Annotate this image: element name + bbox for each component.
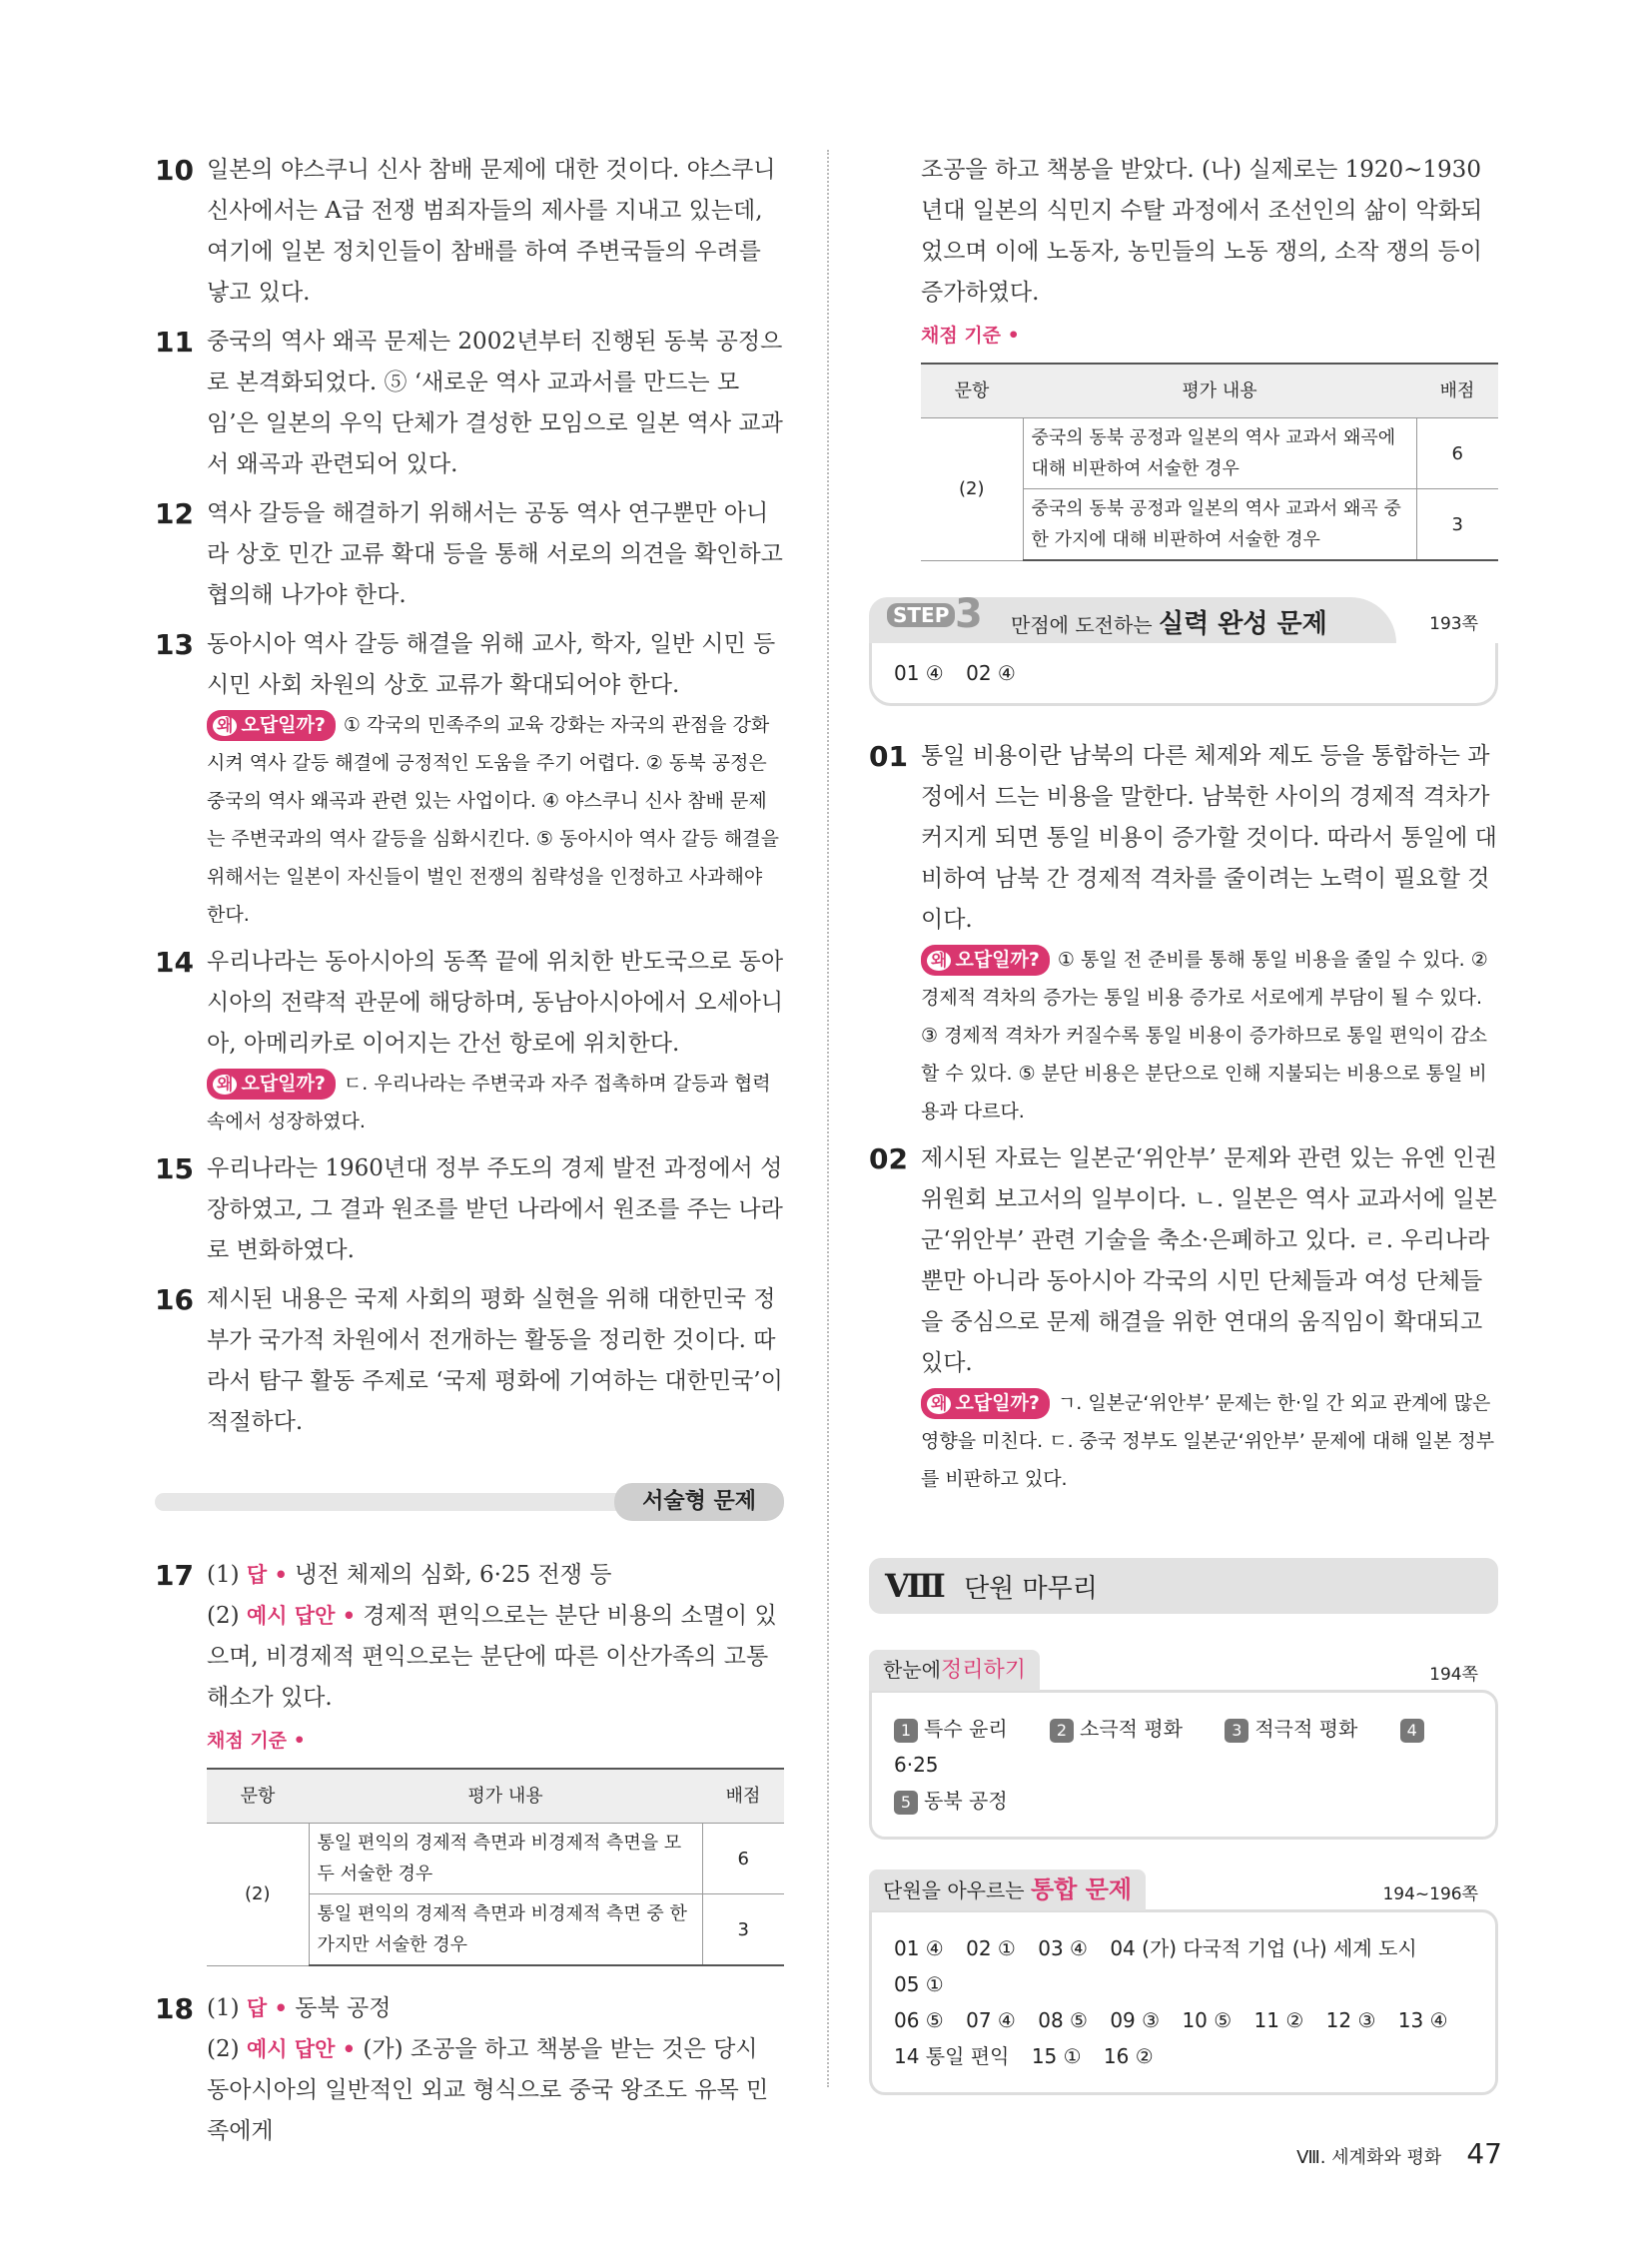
answer-label: 답 • bbox=[246, 1996, 288, 2020]
number-badge: 2 bbox=[1050, 1719, 1074, 1743]
item-cell: (2) bbox=[207, 1824, 309, 1966]
summary-box bbox=[869, 1650, 1498, 1840]
wrong-answer-note bbox=[921, 1384, 1498, 1498]
part-prefix: (2) bbox=[207, 1603, 240, 1629]
why-wrong-badge bbox=[921, 1388, 1050, 1419]
answer-text: 냉전 체제의 심화, 6·25 전쟁 등 bbox=[295, 1562, 612, 1588]
why-wrong-badge bbox=[921, 945, 1050, 976]
summary-body bbox=[869, 1690, 1498, 1840]
answer-item: 08 ⑤ bbox=[1038, 2008, 1088, 2032]
number-badge: 3 bbox=[1225, 1719, 1248, 1743]
answer-item: 01 ④ bbox=[894, 661, 944, 685]
keyword-item bbox=[1225, 1717, 1357, 1741]
step-subtitle: 만점에 도전하는 bbox=[1011, 613, 1153, 637]
answer-item: 10 ⑤ bbox=[1182, 2008, 1233, 2032]
answer-item: 04 (가) 다국적 기업 (나) 세계 도시 bbox=[1110, 1936, 1417, 1960]
question-number: 13 bbox=[155, 628, 194, 661]
answer-item: 01 ④ bbox=[894, 1936, 944, 1960]
answer-item: 07 ④ bbox=[966, 2008, 1016, 2032]
tab-highlight: 정리하기 bbox=[940, 1658, 1026, 1683]
wrong-answer-note bbox=[207, 1065, 784, 1140]
question-13 bbox=[155, 624, 784, 934]
why-text: ① 통일 전 준비를 통해 통일 비용을 줄일 수 있다. ② 경제적 격차의 증가는 통일 비용 증가로 서로에게 부담이 될 수 있다. ③ 경제적 격차가 커질수록 통일 비용이 증가하므로 통일 편익이 감소할 수 있다. ⑤ 분단 비용은 분단으로 인해 지불되는 비용으로 통일 비용과 다르다. bbox=[921, 949, 1488, 1122]
tab-prefix: 단원을 아우르는 bbox=[883, 1878, 1025, 1902]
keyword-text: 6·25 bbox=[894, 1753, 939, 1777]
answer-text: 조공을 하고 책봉을 받았다. (나) 실제로는 1920~1930년대 일본의 식민지 수탈 과정에서 조선인의 삶이 악화되었으며 이에 노동자, 농민들의 노동 쟁의, 소작 쟁의 등이 증가하였다. bbox=[921, 157, 1483, 306]
why-wrong-badge bbox=[207, 1069, 336, 1100]
why-char: 왜 bbox=[213, 716, 237, 736]
question-text: 역사 갈등을 해결하기 위해서는 공동 역사 연구뿐만 아니라 상호 민간 교류 확대 등을 통해 서로의 의견을 확인하고 협의해 나가야 한다. bbox=[207, 500, 783, 608]
content-cell: 통일 편익의 경제적 측면과 비경제적 측면 중 한 가지만 서술한 경우 bbox=[309, 1894, 702, 1966]
why-label: 오답일까? bbox=[241, 1073, 326, 1095]
question-text: 우리나라는 1960년대 정부 주도의 경제 발전 과정에서 성장하였고, 그 결과 원조를 받던 나라에서 원조를 주는 나라로 변화하였다. bbox=[207, 1155, 783, 1263]
question-16 bbox=[155, 1279, 784, 1443]
table-row bbox=[207, 1824, 784, 1894]
question-number: 18 bbox=[155, 1992, 194, 2025]
why-label: 오답일까? bbox=[955, 1392, 1040, 1414]
answer-item: 16 ② bbox=[1103, 2044, 1154, 2068]
answer-part-1 bbox=[207, 1988, 784, 2029]
question-02 bbox=[869, 1138, 1498, 1498]
question-01 bbox=[869, 736, 1498, 1130]
answer-part-2 bbox=[207, 2029, 784, 2152]
question-text: 중국의 역사 왜곡 문제는 2002년부터 진행된 동북 공정으로 본격화되었다. ⑤ ‘새로운 역사 교과서를 만드는 모임’은 일본의 우익 단체가 결성한 모임으로 일본 역사 교과서 왜곡과 관련되어 있다. bbox=[207, 329, 783, 477]
page-number: 47 bbox=[1466, 2137, 1502, 2170]
question-number: 10 bbox=[155, 154, 194, 187]
wrong-answer-note bbox=[207, 706, 784, 934]
why-char: 왜 bbox=[927, 951, 951, 971]
why-char: 왜 bbox=[213, 1075, 237, 1095]
answer-text: 경제적 편익으로는 분단 비용의 소멸이 있으며, 비경제적 편익으로는 분단에 따른 이산가족의 고통 해소가 있다. bbox=[207, 1603, 777, 1711]
question-11 bbox=[155, 322, 784, 485]
step-number: 3 bbox=[955, 591, 983, 637]
criteria-label: 채점 기준 • bbox=[921, 325, 1020, 347]
answer-part-2 bbox=[207, 1596, 784, 1719]
page-reference: 193쪽 bbox=[1429, 614, 1478, 634]
question-number: 12 bbox=[155, 497, 194, 530]
why-text: ① 각국의 민족주의 교육 강화는 자국의 관점을 강화시켜 역사 갈등 해결에 긍정적인 도움을 주기 어렵다. ② 동북 공정은 중국의 역사 왜곡과 관련 있는 사업이다. ④ 야스쿠니 신사 참배 문제는 주변국과의 역사 갈등을 심화시킨다. ⑤ 동아시아 역사 갈등 해결을 위해서는 일본이 자신들이 벌인 전쟁의 침략성을 인정하고 사과해야 한다. bbox=[207, 714, 779, 926]
question-12 bbox=[155, 493, 784, 616]
keyword-text: 동북 공정 bbox=[924, 1789, 1008, 1813]
header-score: 배점 bbox=[1416, 364, 1498, 418]
step-title-main: 실력 완성 문제 bbox=[1158, 609, 1327, 639]
question-text: 제시된 내용은 국제 사회의 평화 실현을 위해 대한민국 정부가 국가적 차원에서 전개하는 활동을 정리한 것이다. 따라서 탐구 활동 주제로 ‘국제 평화에 기여하는 대한민국’이 적절하다. bbox=[207, 1286, 783, 1435]
criteria-label: 채점 기준 • bbox=[207, 1730, 306, 1752]
why-wrong-badge bbox=[207, 710, 336, 741]
unit-roman-numeral: Ⅷ bbox=[885, 1567, 946, 1605]
page-footer bbox=[1296, 2137, 1502, 2170]
step-title bbox=[1011, 603, 1327, 640]
question-number: 11 bbox=[155, 326, 194, 359]
question-17 bbox=[155, 1555, 784, 1966]
answer-box bbox=[869, 643, 1498, 706]
answer-text: 동북 공정 bbox=[295, 1995, 392, 2021]
integrated-tab bbox=[869, 1869, 1146, 1910]
integrated-header bbox=[869, 1869, 1498, 1909]
sample-answer-label: 예시 답안 • bbox=[246, 2037, 357, 2061]
question-text: 제시된 자료는 일본군‘위안부’ 문제와 관련 있는 유엔 인권 위원회 보고서의 일부이다. ㄴ. 일본은 역사 교과서에 일본군‘위안부’ 관련 기술을 축소·은폐하고 있다. ㄹ. 우리나라뿐만 아니라 동아시아 각국의 시민 단체들과 여성 단체들을 중심으로 문제 해결을 위한 연대의 움직임이 확대되고 있다. bbox=[921, 1145, 1497, 1376]
keyword-item bbox=[894, 1717, 1008, 1741]
scoring-table bbox=[921, 363, 1498, 561]
wrong-answer-note bbox=[921, 941, 1498, 1130]
answer-row bbox=[894, 2038, 1473, 2074]
table-header-row bbox=[207, 1769, 784, 1824]
answer-item: 05 ① bbox=[894, 1972, 944, 1996]
tab-highlight: 통합 문제 bbox=[1030, 1875, 1133, 1903]
answer-item: 02 ④ bbox=[966, 661, 1016, 685]
page-reference: 194~196쪽 bbox=[1382, 1884, 1478, 1904]
answer-item: 06 ⑤ bbox=[894, 2008, 944, 2032]
question-text: 통일 비용이란 남북의 다른 체제와 제도 등을 통합하는 과정에서 드는 비용을 말한다. 남북한 사이의 경제적 격차가 커지게 되면 통일 비용이 증가할 것이다. 따라서 통일에 대비하여 남북 간 경제적 격차를 줄이려는 노력이 필요할 것이다. bbox=[921, 743, 1497, 933]
section-title: 서술형 문제 bbox=[614, 1483, 784, 1521]
score-cell: 6 bbox=[1416, 418, 1498, 489]
content-cell: 통일 편익의 경제적 측면과 비경제적 측면을 모두 서술한 경우 bbox=[309, 1824, 702, 1894]
answer-text: (가) 조공을 하고 책봉을 받는 것은 당시 동아시아의 일반적인 외교 형식으로 중국 왕조도 유목 민족에게 bbox=[207, 2036, 769, 2144]
answer-item: 15 ① bbox=[1031, 2044, 1082, 2068]
tab-prefix: 한눈에 bbox=[883, 1658, 941, 1682]
answer-item: 11 ② bbox=[1253, 2008, 1304, 2032]
step-label: STEP bbox=[887, 603, 955, 627]
why-text: ㄷ. 우리나라는 주변국과 자주 접촉하며 갈등과 협력 속에서 성장하였다. bbox=[207, 1073, 771, 1132]
summary-header bbox=[869, 1650, 1498, 1690]
why-label: 오답일까? bbox=[241, 714, 326, 736]
question-10 bbox=[155, 150, 784, 314]
keyword-text: 소극적 평화 bbox=[1080, 1717, 1183, 1741]
page-reference: 194쪽 bbox=[1429, 1665, 1478, 1685]
footer-unit-title: Ⅷ. 세계화와 평화 bbox=[1296, 2147, 1442, 2168]
answer-item: 12 ③ bbox=[1325, 2008, 1376, 2032]
unit-review-bar bbox=[869, 1558, 1498, 1614]
keyword-text: 적극적 평화 bbox=[1254, 1717, 1358, 1741]
question-text: 일본의 야스쿠니 신사 참배 문제에 대한 것이다. 야스쿠니 신사에서는 A급 전쟁 범죄자들의 제사를 지내고 있는데, 여기에 일본 정치인들이 참배를 하여 주변국들의 우려를 낳고 있다. bbox=[207, 157, 776, 306]
why-char: 왜 bbox=[927, 1394, 951, 1414]
question-number: 02 bbox=[869, 1142, 908, 1175]
why-text: ㄱ. 일본군‘위안부’ 문제는 한·일 간 외교 관계에 많은 영향을 미친다. ㄷ. 중국 정부도 일본군‘위안부’ 문제에 대해 일본 정부를 비판하고 있다. bbox=[921, 1392, 1495, 1490]
keyword-item bbox=[894, 1789, 1008, 1813]
answer-item: 02 ① bbox=[966, 1936, 1016, 1960]
header-score: 배점 bbox=[702, 1769, 784, 1824]
number-badge: 5 bbox=[894, 1791, 918, 1815]
sample-answer-label: 예시 답안 • bbox=[246, 1604, 357, 1628]
question-number: 01 bbox=[869, 740, 908, 773]
scoring-table bbox=[207, 1768, 784, 1966]
table-row bbox=[921, 418, 1498, 489]
right-column bbox=[869, 150, 1498, 2095]
answer-row bbox=[894, 1930, 1473, 2002]
answer-part-1 bbox=[207, 1555, 784, 1596]
column-divider bbox=[827, 150, 829, 2087]
part-prefix: (1) bbox=[207, 1562, 240, 1588]
header-content: 평가 내용 bbox=[1023, 364, 1416, 418]
unit-title: 단원 마무리 bbox=[964, 1574, 1098, 1604]
keyword-item bbox=[1050, 1717, 1183, 1741]
score-cell: 6 bbox=[702, 1824, 784, 1894]
table-header-row bbox=[921, 364, 1498, 418]
question-number: 15 bbox=[155, 1152, 194, 1185]
answer-item: 03 ④ bbox=[1038, 1936, 1088, 1960]
question-text: 동아시아 역사 갈등 해결을 위해 교사, 학자, 일반 시민 등 시민 사회 차원의 상호 교류가 확대되어야 한다. bbox=[207, 631, 776, 698]
header-content: 평가 내용 bbox=[309, 1769, 702, 1824]
answer-label: 답 • bbox=[246, 1563, 288, 1587]
answer-item: 09 ③ bbox=[1110, 2008, 1161, 2032]
item-cell: (2) bbox=[921, 418, 1023, 561]
section-header bbox=[155, 1483, 784, 1521]
question-14 bbox=[155, 942, 784, 1140]
header-item: 문항 bbox=[207, 1769, 309, 1824]
integrated-box bbox=[869, 1869, 1498, 2095]
number-badge: 1 bbox=[894, 1719, 918, 1743]
question-18 bbox=[155, 1988, 784, 2152]
answer-item: 14 통일 편익 bbox=[894, 2044, 1010, 2068]
question-text: 우리나라는 동아시아의 동쪽 끝에 위치한 반도국으로 동아시아의 전략적 관문에 해당하며, 동남아시아에서 오세아니아, 아메리카로 이어지는 간선 항로에 위치한다. bbox=[207, 949, 784, 1057]
left-column bbox=[155, 150, 784, 2160]
summary-tab bbox=[869, 1650, 1040, 1691]
question-number: 17 bbox=[155, 1559, 194, 1592]
integrated-body bbox=[869, 1909, 1498, 2095]
number-badge: 4 bbox=[1400, 1719, 1424, 1743]
part-prefix: (1) bbox=[207, 1995, 240, 2021]
why-label: 오답일까? bbox=[955, 949, 1040, 971]
answer-item: 13 ④ bbox=[1397, 2008, 1448, 2032]
question-number: 14 bbox=[155, 946, 194, 979]
content-cell: 중국의 동북 공정과 일본의 역사 교과서 왜곡에 대해 비판하여 서술한 경우 bbox=[1023, 418, 1416, 489]
header-item: 문항 bbox=[921, 364, 1023, 418]
part-prefix: (2) bbox=[207, 2036, 240, 2062]
question-number: 16 bbox=[155, 1283, 194, 1316]
answer-row bbox=[894, 2002, 1473, 2038]
step-header bbox=[869, 591, 1498, 643]
question-18-continued bbox=[869, 150, 1498, 561]
keyword-text: 특수 윤리 bbox=[924, 1717, 1008, 1741]
question-15 bbox=[155, 1148, 784, 1271]
score-cell: 3 bbox=[1416, 489, 1498, 561]
score-cell: 3 bbox=[702, 1894, 784, 1966]
content-cell: 중국의 동북 공정과 일본의 역사 교과서 왜곡 중 한 가지에 대해 비판하여 서술한 경우 bbox=[1023, 489, 1416, 561]
